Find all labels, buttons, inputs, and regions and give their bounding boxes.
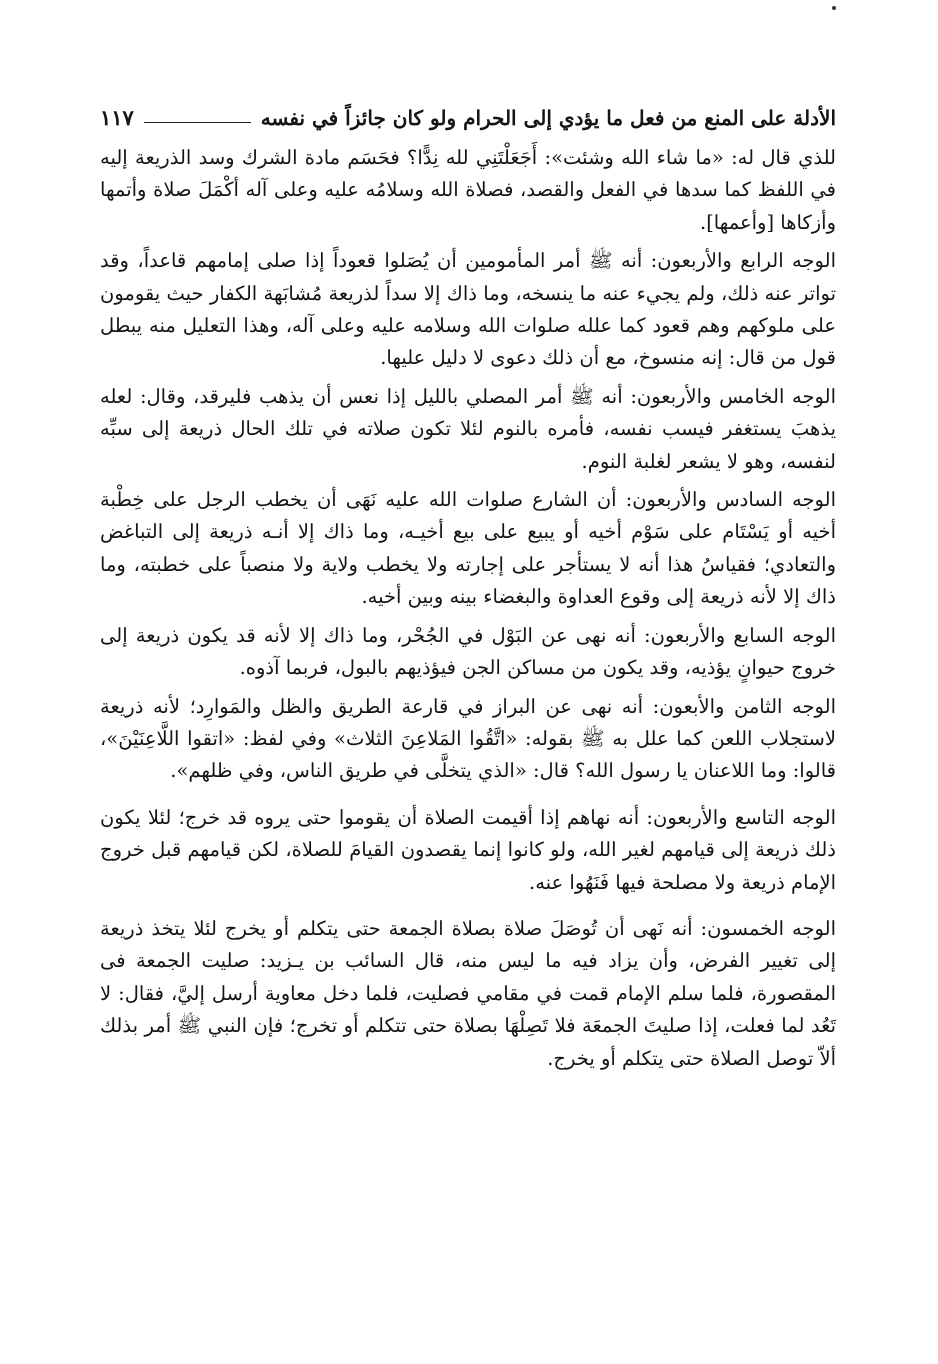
header-rule xyxy=(144,122,251,123)
page-body xyxy=(100,142,836,1075)
paragraph-47: الوجه السابع والأربعون: أنه نهى عن البَوْل في الجُحْر، وما ذاك إلا لأنه قد يكون ذريعة إلى خروج حيوانٍ يؤذيه، وقد يكون من مساكن الجن فيؤذيهم بالبول، فربما آذوه. xyxy=(100,623,836,680)
paragraph-intro: للذي قال له: «ما شاء الله وشئت»: أَجَعَلْتَنِي لله نِدًّا؟ فحَسَم مادة الشرك وسد الذريعة إليه في اللفظ كما سدها في الفعل والقصد، فصلاة الله وسلامُه عليه وعلى آله أكْمَلَ صلاة وأتمها وأزكاها [وأعمها]. xyxy=(100,146,836,234)
paragraph-45: الوجه الخامس والأربعون: أنه ﷺ أمر المصلي بالليل إذا نعس أن يذهب فليرقد، وقال: لعله يذهبَ يستغفر فيسب نفسه، فأمره بالنوم لئلا تكون صلاته في تلك الحال ذريعة إلى سبِّه لنفسه، وهو لا يشعر لغلبة النوم. xyxy=(100,384,836,473)
running-header xyxy=(100,94,836,128)
book-page xyxy=(100,94,836,1081)
scan-speck xyxy=(832,6,836,10)
paragraph-44: الوجه الرابع والأربعون: أنه ﷺ أمر المأمومين أن يُصَلوا قعوداً إذا صلى إمامهم قاعداً، وقد تواتر عنه ذلك، ولم يجيء عنه ما ينسخه، وما ذاك إلا سداً لذريعة مُشابَهة الكفار حيث يقومون على ملوكهم وهم قعود كما علله صلوات الله وسلامه عليه وعلى آله، وهذا التعليل منه يبطل قول من قال: إنه منسوخ، مع أن ذلك دعوى لا دليل عليها. xyxy=(100,249,836,370)
paragraph-48: الوجه الثامن والأبعون: أنه نهى عن البراز في قارعة الطريق والظل والمَوارِد؛ لأنه ذريعة لاستجلاب اللعن كما علل به ﷺ بقوله: «اتَّقُوا المَلاعِنَ الثلاث» وفي لفظ: «اتقوا اللَّاعِنَيْنَ»، قالوا: وما اللاعنان يا رسول الله؟ قال: «الذي يتخلَّى في طريق الناس، وفي ظلهم». xyxy=(100,694,836,783)
paragraph-46: الوجه السادس والأربعون: أن الشارع صلوات الله عليه نَهَى أن يخطب الرجل على خِطْبة أخيه أو يَسْتَام على سَوْم أخيه أو يبيع على بيع أخيـه، وما ذاك إلا أنـه ذريعة إلى التباغض والتعادي؛ فقياسُ هذا أنه لا يستأجر على إجارته ولا يخطب ولاية ولا منصباً على خطبته، وما ذاك إلا لأنه ذريعة إلى وقوع العداوة والبغضاء بينه وبين أخيه. xyxy=(100,488,836,609)
paragraph-49: الوجه التاسع والأربعون: أنه نهاهم إذا أقيمت الصلاة أن يقوموا حتى يروه قد خرج؛ لئلا يكون ذلك ذريعة إلى قيامهم لغير الله، ولو كانوا إنما يقصدون القيامَ للصلاة، لكن قيامهم قبل خروج الإمام ذريعة ولا مصلحة فيها فَنَهُوا عنه. xyxy=(100,805,836,894)
page-number: ١١٧ xyxy=(100,105,134,130)
paragraph-50: الوجه الخمسون: أنه نَهى أن تُوصَلَ صلاة بصلاة الجمعة حتى يتكلم أو يخرج لئلا يتخذ ذريعة إلى تغيير الفرض، وأن يزاد فيه ما ليس منه، قال السائب بن يـزيد: صليت الجمعة فى المقصورة، فلما سلم الإمام قمت في مقامي فصليت، فلما دخل معاوية أرسل إليَّ، فقال: لا تَعُد لما فعلت، إذا صليتَ الجمعَة فلا تَصِلْهَا بصلاة حتى تتكلم أو تخرج؛ فإن النبي ﷺ أمر بذلك ألاّ توصل الصلاة حتى يتكلم أو يخرج. xyxy=(100,916,836,1070)
running-title: الأدلة على المنع من فعل ما يؤدي إلى الحرام ولو كان جائزاً في نفسه xyxy=(260,106,836,130)
